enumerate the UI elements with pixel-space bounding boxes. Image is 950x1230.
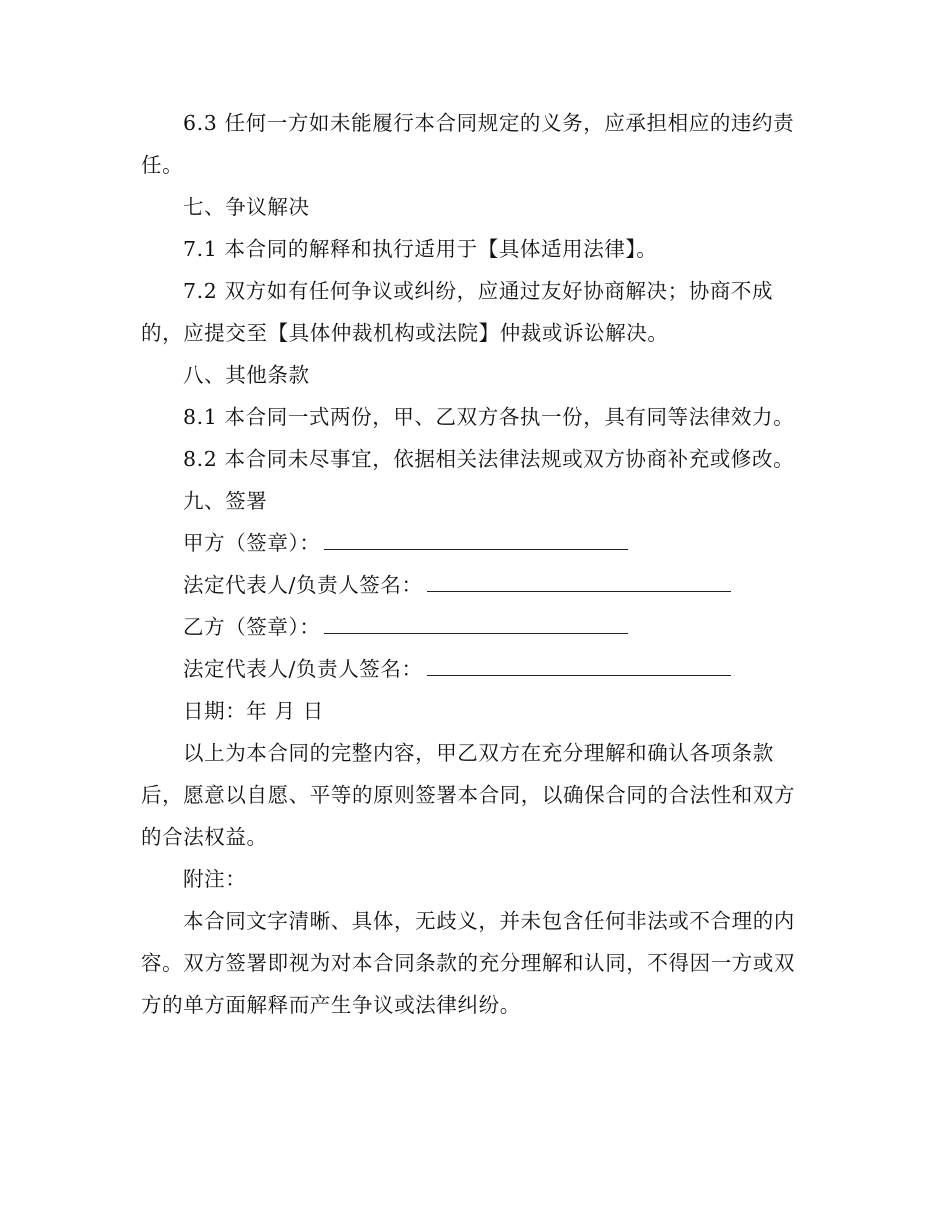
party-b-rep-signature-blank — [427, 655, 731, 676]
clause-7-1: 7.1 本合同的解释和执行适用于【具体适用法律】。 — [183, 237, 658, 261]
party-a-signature-line — [141, 522, 801, 564]
date-line — [141, 690, 801, 732]
note-heading: 附注： — [183, 867, 247, 891]
party-b-signature-line — [141, 606, 801, 648]
closing-paragraph: 以上为本合同的完整内容，甲乙双方在充分理解和确认各项条款后，愿意以自愿、平等的原则签署本合同，以确保合同的合法性和双方的合法权益。 — [141, 741, 796, 849]
party-b-rep-label: 法定代表人/负责人签名： — [183, 657, 423, 681]
section-heading-9: 九、签署 — [183, 489, 268, 513]
party-a-rep-signature-line — [141, 564, 801, 606]
party-a-label: 甲方（签章）： — [183, 531, 321, 555]
clause-8-2: 8.2 本合同未尽事宜，依据相关法律法规或双方协商补充或修改。 — [183, 447, 795, 471]
date-label: 日期：年 月 日 — [183, 699, 324, 723]
clause-8-1: 8.1 本合同一式两份，甲、乙双方各执一份，具有同等法律效力。 — [183, 405, 795, 429]
contract-page — [141, 102, 801, 1026]
party-b-rep-signature-line — [141, 648, 801, 690]
section-heading-7: 七、争议解决 — [183, 195, 310, 219]
party-a-rep-label: 法定代表人/负责人签名： — [183, 573, 423, 597]
party-b-label: 乙方（签章）： — [183, 615, 321, 639]
party-b-signature-blank — [324, 613, 628, 634]
clause-7-2: 7.2 双方如有任何争议或纠纷，应通过友好协商解决；协商不成的，应提交至【具体仲裁机构或法院】仲裁或诉讼解决。 — [141, 279, 774, 345]
party-a-rep-signature-blank — [427, 571, 731, 592]
clause-6-3: 6.3 任何一方如未能履行本合同规定的义务，应承担相应的违约责任。 — [141, 111, 795, 177]
party-a-signature-blank — [324, 529, 628, 550]
section-heading-8: 八、其他条款 — [183, 363, 310, 387]
note-body: 本合同文字清晰、具体，无歧义，并未包含任何非法或不合理的内容。双方签署即视为对本合同条款的充分理解和认同，不得因一方或双方的单方面解释而产生争议或法律纠纷。 — [141, 909, 796, 1017]
